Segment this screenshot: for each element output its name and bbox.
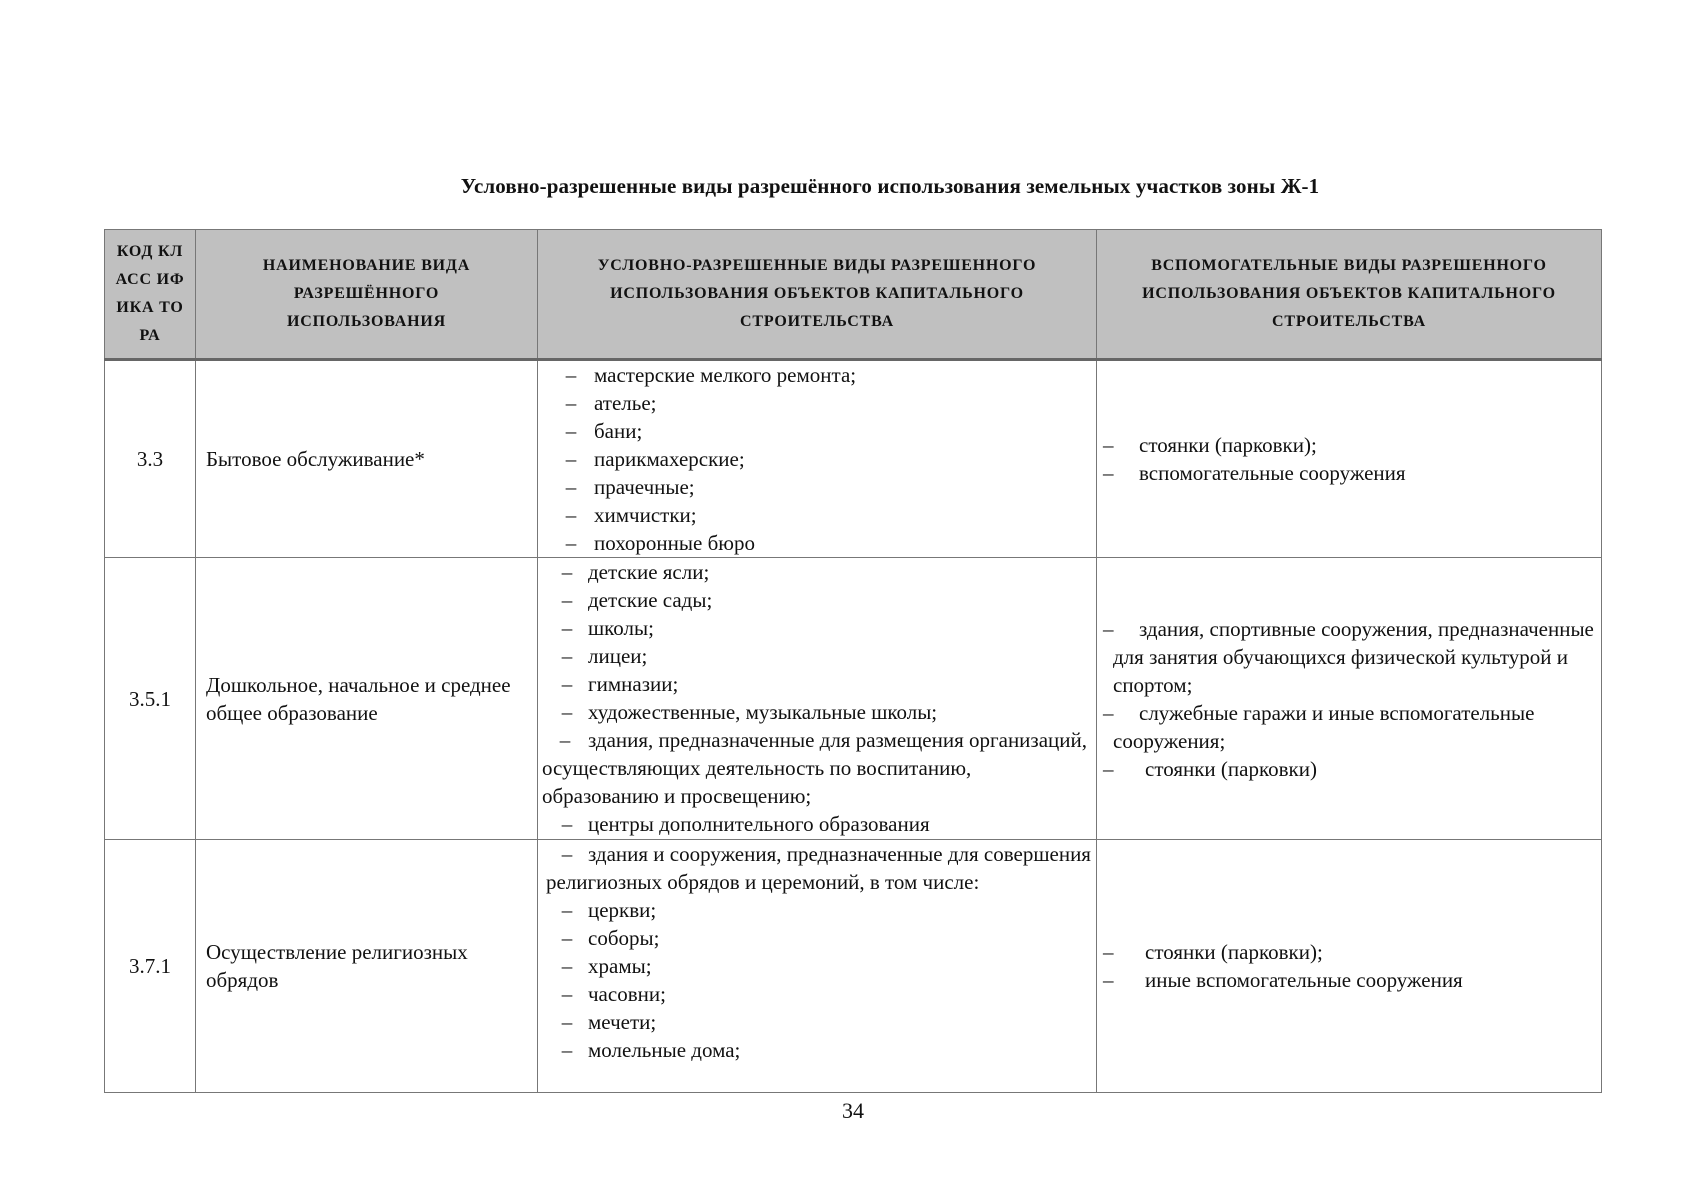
table-row xyxy=(105,360,1602,558)
table-row xyxy=(105,558,1602,840)
code-cell: 3.3 xyxy=(105,360,196,558)
list-item: – часовни; xyxy=(561,982,666,1006)
list-item: – здания, спортивные сооружения, предназначенные для занятия обучающихся физической культурой и спортом; xyxy=(1103,616,1594,697)
list-item: – прачечные; xyxy=(565,475,695,499)
auxiliary-cell xyxy=(1097,558,1602,840)
list-item: – гимназии; xyxy=(561,672,679,696)
conditional-cell xyxy=(538,360,1097,558)
list-item: – стоянки (парковки); xyxy=(1103,940,1323,964)
list-item: – здания, предназначенные для размещения организаций, осуществляющих деятельность по воспитанию, образованию и просвещению; xyxy=(542,728,1088,808)
conditional-cell xyxy=(538,840,1097,1093)
name-cell: Дошкольное, начальное и среднее общее образование xyxy=(196,558,538,840)
table-header-row xyxy=(105,230,1602,360)
list-item: – служебные гаражи и иные вспомогательные сооружения; xyxy=(1103,700,1535,753)
list-item: – похоронные бюро xyxy=(565,531,755,555)
code-cell: 3.5.1 xyxy=(105,558,196,840)
page-title: Условно-разрешенные виды разрешённого использования земельных участков зоны Ж-1 xyxy=(460,174,1320,198)
list-item: – химчистки; xyxy=(565,503,697,527)
list-item: – здания и сооружения, предназначенные для совершения религиозных обрядов и церемоний, в том числе: xyxy=(546,842,1091,894)
auxiliary-cell xyxy=(1097,360,1602,558)
table-row xyxy=(105,840,1602,1093)
list-item: – иные вспомогательные сооружения xyxy=(1103,968,1463,992)
list-item: – детские ясли; xyxy=(561,560,710,584)
list-item: – детские сады; xyxy=(561,588,713,612)
list-item: – бани; xyxy=(565,419,643,443)
list-item: – лицеи; xyxy=(561,644,648,668)
page-number: 34 xyxy=(842,1098,864,1123)
header-code: КОД КЛАСС ИФИКА ТОРА xyxy=(105,230,196,360)
list-item: – парикмахерские; xyxy=(565,447,745,471)
list-item: – мечети; xyxy=(561,1010,657,1034)
land-use-table xyxy=(104,229,1602,1093)
list-item: – ателье; xyxy=(565,391,657,415)
list-item: – соборы; xyxy=(561,926,660,950)
list-item: – стоянки (парковки) xyxy=(1103,756,1317,781)
header-auxiliary: ВСПОМОГАТЕЛЬНЫЕ ВИДЫ РАЗРЕШЕННОГО ИСПОЛЬЗОВАНИЯ ОБЪЕКТОВ КАПИТАЛЬНОГО СТРОИТЕЛЬСТВА xyxy=(1097,230,1602,360)
list-item: – храмы; xyxy=(561,954,652,978)
list-item: – центры дополнительного образования xyxy=(561,812,930,836)
name-cell: Осуществление религиозных обрядов xyxy=(196,840,538,1093)
list-item: – вспомогательные сооружения xyxy=(1103,461,1406,485)
header-name: НАИМЕНОВАНИЕ ВИДА РАЗРЕШЁННОГО ИСПОЛЬЗОВАНИЯ xyxy=(196,230,538,360)
name-cell: Бытовое обслуживание* xyxy=(196,360,538,558)
header-conditional: УСЛОВНО-РАЗРЕШЕННЫЕ ВИДЫ РАЗРЕШЕННОГО ИСПОЛЬЗОВАНИЯ ОБЪЕКТОВ КАПИТАЛЬНОГО СТРОИТЕЛЬСТВА xyxy=(538,230,1097,360)
list-item: – художественные, музыкальные школы; xyxy=(561,700,938,724)
auxiliary-cell xyxy=(1097,840,1602,1093)
list-item: – стоянки (парковки); xyxy=(1103,433,1317,457)
list-item: – молельные дома; xyxy=(561,1038,741,1062)
conditional-cell xyxy=(538,558,1097,840)
list-item: – школы; xyxy=(561,616,654,640)
list-item: – церкви; xyxy=(561,898,657,922)
list-item: – мастерские мелкого ремонта; xyxy=(565,363,857,387)
code-cell: 3.7.1 xyxy=(105,840,196,1093)
